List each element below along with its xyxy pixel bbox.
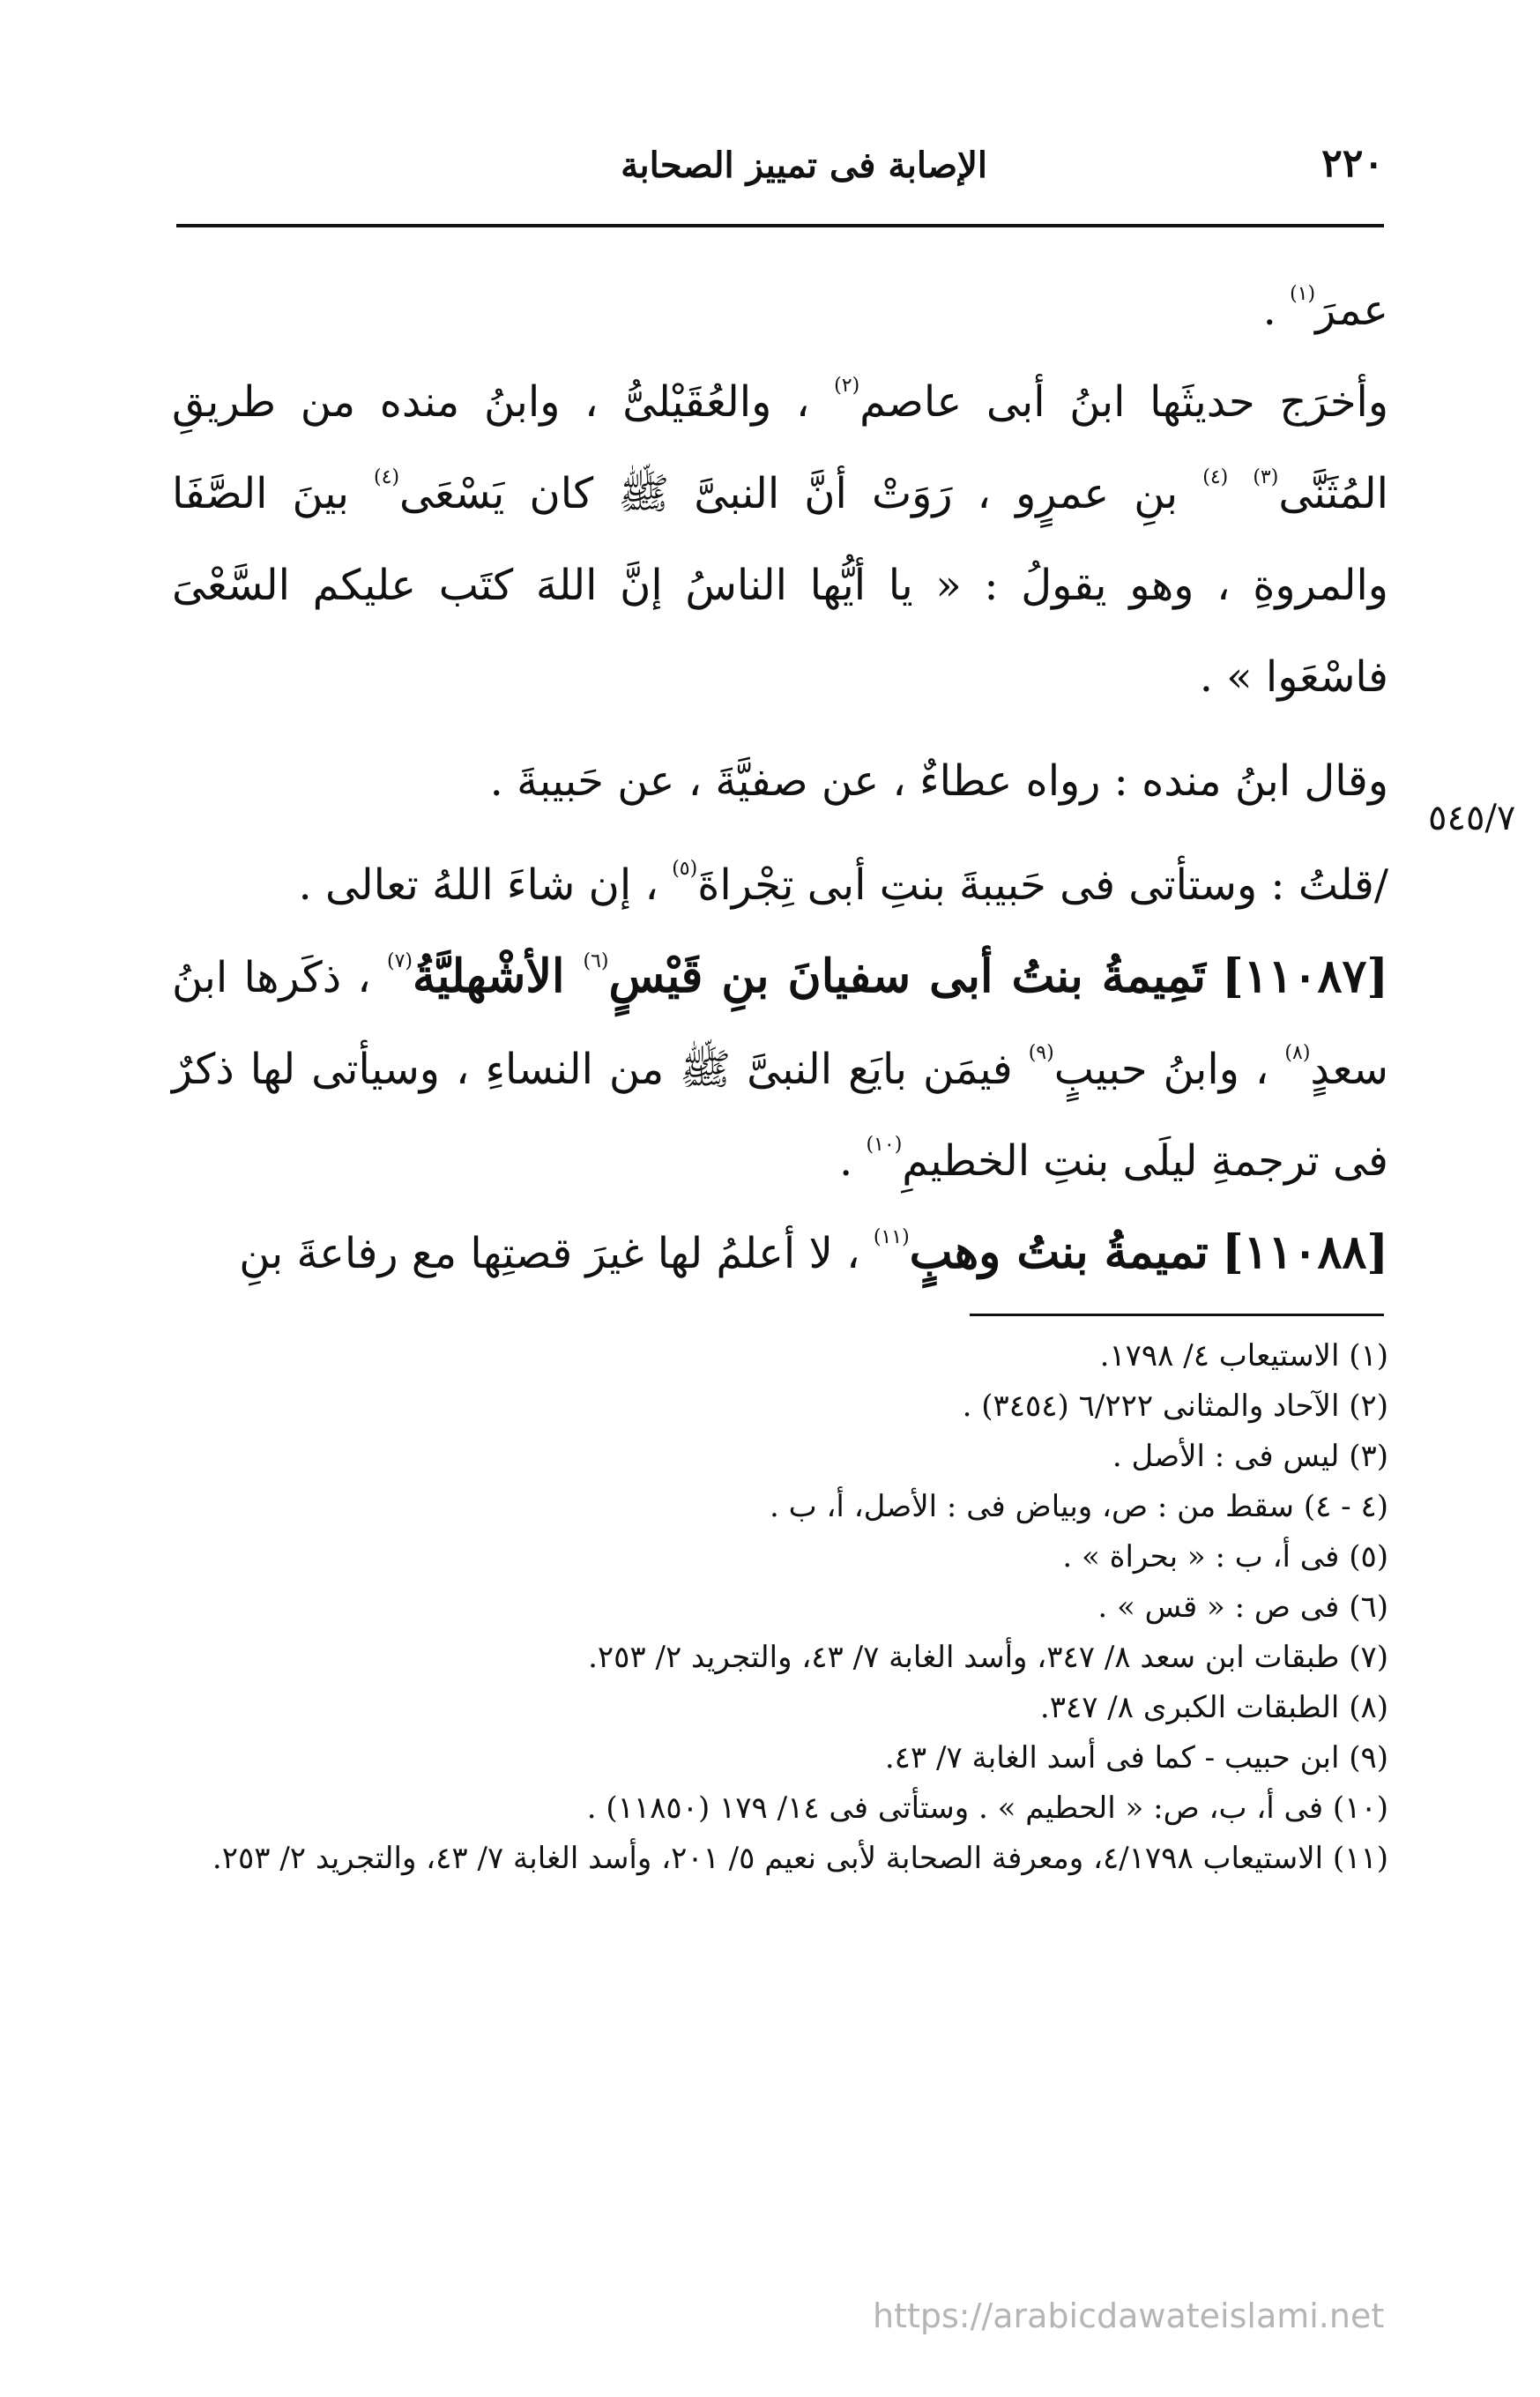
page-header bbox=[176, 141, 1384, 203]
footnote-6: (٦) فى ص : « قس » . bbox=[1097, 1589, 1388, 1625]
footnote-ref-7[interactable]: (٧) bbox=[387, 950, 413, 972]
paragraph-4 bbox=[172, 839, 1388, 931]
footnote-ref-4-end[interactable]: (٤) bbox=[374, 466, 400, 488]
footnote-1: (١) الاستيعاب ٤/ ١٧٩٨. bbox=[1099, 1338, 1388, 1373]
footnotes-list bbox=[172, 1331, 1388, 1884]
p2-a: وأخرَج حديثَها ابنُ أبى عاصم bbox=[859, 377, 1389, 427]
p3-text: وقال ابنُ منده : رواه عطاءٌ ، عن صفيَّةَ ، عن حَبيبةَ . bbox=[489, 756, 1388, 806]
p2-c bbox=[1228, 469, 1253, 518]
entry-number-11088: [١١٠٨٨] bbox=[1222, 1225, 1388, 1279]
footnote-ref-10[interactable]: (١٠) bbox=[866, 1134, 903, 1156]
footnote-5: (٥) فى أ، ب : « بحراة » . bbox=[1062, 1539, 1388, 1574]
p4-b: ، إن شاءَ اللهُ تعالى . bbox=[298, 860, 673, 910]
footnote-ref-1[interactable]: (١) bbox=[1290, 283, 1316, 305]
footnote-ref-4-start[interactable]: (٤) bbox=[1202, 466, 1229, 488]
page-number: ٢٢٠ bbox=[1321, 141, 1384, 186]
paragraph-1 bbox=[172, 264, 1388, 356]
p5-b: ، وابنُ حبيبٍ bbox=[1053, 1045, 1285, 1094]
footnote-3: (٣) ليس فى : الأصل . bbox=[1112, 1439, 1388, 1474]
footnote-9: (٩) ابن حبيب - كما فى أسد الغابة ٧/ ٤٣. bbox=[884, 1740, 1388, 1775]
running-title: الإصابة فى تمييز الصحابة bbox=[621, 145, 987, 186]
p6-a: ، لا أعلمُ لها غيرَ قصتِها مع رفاعةَ بنِ bbox=[239, 1229, 874, 1278]
footnote-ref-5[interactable]: (٥) bbox=[672, 858, 698, 880]
p4-a: /قلتُ : وستأتى فى حَبيبةَ بنتِ أبى تِجْراةَ bbox=[697, 860, 1388, 910]
footnote-4: (٤ - ٤) سقط من : ص، وبياض فى : الأصل، أ، ب . bbox=[770, 1489, 1388, 1524]
footnote-7: (٧) طبقات ابن سعد ٨/ ٣٤٧، وأسد الغابة ٧/ ٤٣، والتجريد ٢/ ٢٥٣. bbox=[588, 1640, 1388, 1675]
main-text bbox=[172, 264, 1388, 1299]
entry-number-11087: [١١٠٨٧] bbox=[1222, 949, 1389, 1003]
paragraph-entry-11087 bbox=[172, 931, 1388, 1207]
entry-name-11087: تَمِيمةُ بنتُ أبى سفيانَ بنِ قَيْسٍ bbox=[608, 949, 1206, 1003]
p2-e: بينَ الصَّفَا والمروةِ ، وهو يقولُ : « يا أيُّها الناسُ إنَّ اللهَ كتَب عليكم السَّعْىَ فاسْعَوا » . bbox=[172, 469, 1388, 702]
footnote-ref-8[interactable]: (٨) bbox=[1284, 1042, 1311, 1064]
p2-b: ، والعُقَيْلىُّ ، وابنُ منده من طريقِ المُثَنَّى bbox=[172, 377, 1389, 518]
footnote-10: (١٠) فى أ، ب، ص: « الحطيم » . وستأتى فى ١٤/ ١٧٩ (١١٨٥٠) . bbox=[586, 1790, 1388, 1826]
footnote-8: (٨) الطبقات الكبرى ٨/ ٣٤٧. bbox=[1039, 1690, 1388, 1725]
footnote-ref-2[interactable]: (٢) bbox=[834, 375, 860, 397]
source-watermark: https://arabicdawateislami.net bbox=[873, 2297, 1385, 2335]
footnote-2: (٢) الآحاد والمثانى ٦/٢٢٢ (٣٤٥٤) . bbox=[962, 1388, 1388, 1424]
paragraph-3 bbox=[172, 735, 1388, 827]
paragraph-2 bbox=[172, 356, 1388, 723]
paragraph-entry-11088 bbox=[172, 1207, 1388, 1299]
footnote-ref-9[interactable]: (٩) bbox=[1028, 1042, 1054, 1064]
p5-a: ، ذكَرها ابنُ سعدٍ bbox=[172, 953, 1388, 1094]
footnote-ref-6[interactable]: (٦) bbox=[583, 950, 609, 972]
margin-reference: ٥٤٥/٧ bbox=[1428, 798, 1516, 838]
p5-d: . bbox=[838, 1136, 867, 1186]
header-rule bbox=[176, 224, 1384, 227]
p5-c: فيمَن بايَع النبىَّ ﷺ من النساءِ ، وسيأتى لها ذكرٌ فى ترجمةِ ليلَى بنتِ الخطيمِ bbox=[172, 1045, 1388, 1186]
p1-text: عمرَ bbox=[1315, 286, 1388, 335]
p2-d: بنِ عمرٍو ، رَوَتْ أنَّ النبىَّ ﷺ كان يَسْعَى bbox=[399, 469, 1203, 518]
footnote-rule bbox=[970, 1314, 1384, 1316]
p1-end: . bbox=[1262, 286, 1291, 335]
entry-name-11087-nisba: الأشْهليَّةُ bbox=[413, 949, 584, 1003]
footnote-ref-3[interactable]: (٣) bbox=[1253, 466, 1279, 488]
footnote-ref-11[interactable]: (١١) bbox=[873, 1226, 910, 1248]
entry-name-11088: تميمةُ بنتُ وهبٍ bbox=[909, 1225, 1209, 1279]
footnote-11: (١١) الاستيعاب ٤/١٧٩٨، ومعرفة الصحابة لأبى نعيم ٥/ ٢٠١، وأسد الغابة ٧/ ٤٣، والتجريد ٢/ ٢٥٣. bbox=[212, 1841, 1388, 1876]
